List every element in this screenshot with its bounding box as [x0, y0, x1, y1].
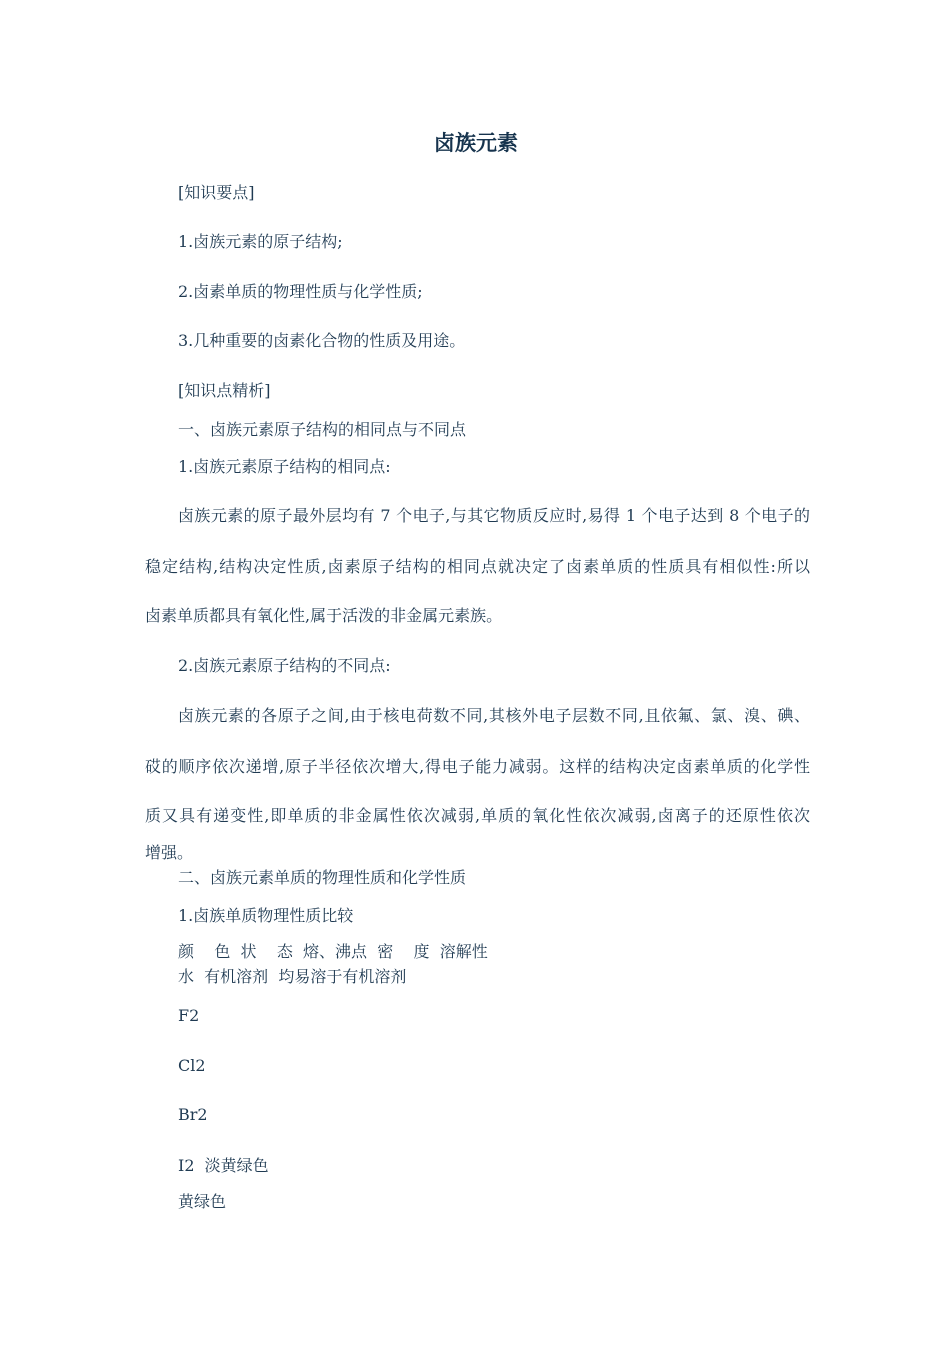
table-row-label-i2: I2 淡黄绿色 — [178, 1156, 269, 1175]
table-row-label-f2: F2 — [178, 1006, 200, 1025]
section-heading-key-points: [知识要点] — [178, 183, 255, 202]
paragraph-1-line-2: 稳定结构,结构决定性质,卤素原子结构的相同点就决定了卤素单质的性质具有相似性:所以 — [145, 557, 810, 576]
point-heading-differences: 2.卤族元素原子结构的不同点: — [178, 656, 391, 675]
section-heading-analysis: [知识点精析] — [178, 381, 271, 400]
subsection-heading-2: 二、卤族元素单质的物理性质和化学性质 — [178, 868, 467, 887]
table-caption: 1.卤族单质物理性质比较 — [178, 906, 354, 925]
paragraph-2-line-2: 砹的顺序依次递增,原子半径依次增大,得电子能力减弱。这样的结构决定卤素单质的化学性 — [145, 757, 810, 776]
paragraph-1-line-1: 卤族元素的原子最外层均有 7 个电子,与其它物质反应时,易得 1 个电子达到 8 个电子的 — [178, 506, 810, 525]
key-point-3: 3.几种重要的卤素化合物的性质及用途。 — [178, 331, 466, 350]
table-row-label-br2: Br2 — [178, 1105, 208, 1124]
subsection-heading-1: 一、卤族元素原子结构的相同点与不同点 — [178, 420, 467, 439]
table-cell-color: 黄绿色 — [178, 1192, 227, 1211]
point-heading-similarities: 1.卤族元素原子结构的相同点: — [178, 457, 391, 476]
paragraph-1-line-3: 卤素单质都具有氧化性,属于活泼的非金属元素族。 — [145, 606, 503, 625]
table-subheader-row: 水 有机溶剂 均易溶于有机溶剂 — [178, 967, 407, 986]
key-point-1: 1.卤族元素的原子结构; — [178, 232, 343, 251]
document-title: 卤族元素 — [434, 130, 518, 155]
table-header-row: 颜 色 状 态 熔、沸点 密 度 溶解性 — [178, 942, 488, 961]
paragraph-2-line-3: 质又具有递变性,即单质的非金属性依次减弱,单质的氧化性依次减弱,卤离子的还原性依次 — [145, 806, 810, 825]
table-row-label-cl2: Cl2 — [178, 1056, 206, 1075]
paragraph-2-line-1: 卤族元素的各原子之间,由于核电荷数不同,其核外电子层数不同,且依氟、氯、溴、碘、 — [178, 706, 810, 725]
key-point-2: 2.卤素单质的物理性质与化学性质; — [178, 282, 423, 301]
paragraph-2-line-4: 增强。 — [145, 843, 194, 862]
